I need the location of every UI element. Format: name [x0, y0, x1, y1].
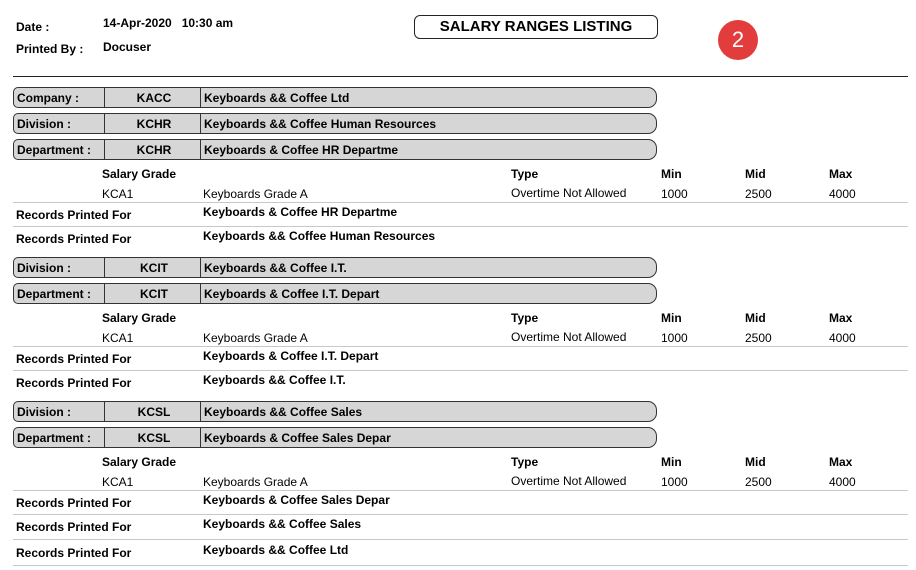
printed-by-label: Printed By :	[16, 42, 84, 56]
grade-type: Overtime Not Allowed	[511, 186, 627, 200]
bar-separator	[200, 140, 201, 159]
division-label: Division :	[17, 261, 72, 275]
department-label: Department :	[17, 143, 92, 157]
records-printed-row	[13, 349, 908, 367]
grade-max: 4000	[829, 187, 856, 201]
division-bar	[13, 113, 657, 134]
company-code: KACC	[136, 91, 172, 105]
bar-separator	[104, 402, 105, 421]
col-mid: Mid	[745, 455, 766, 469]
grade-min: 1000	[661, 475, 688, 489]
records-printed-row	[13, 373, 908, 391]
grade-mid: 2500	[745, 475, 772, 489]
col-salary-grade: Salary Grade	[102, 311, 177, 325]
col-mid: Mid	[745, 167, 766, 181]
division-code: KCHR	[136, 117, 172, 131]
bar-separator	[200, 258, 201, 277]
records-printed-label: Records Printed For	[16, 546, 132, 560]
bar-separator	[104, 284, 105, 303]
records-printed-row	[13, 205, 908, 223]
col-salary-grade: Salary Grade	[102, 167, 177, 181]
department-name: Keyboards & Coffee I.T. Depart	[204, 287, 380, 301]
col-mid: Mid	[745, 311, 766, 325]
col-type: Type	[511, 455, 539, 469]
records-printed-label: Records Printed For	[16, 496, 132, 510]
row-divider	[13, 565, 908, 566]
printed-by-value: Docuser	[103, 40, 152, 54]
bar-separator	[104, 258, 105, 277]
grade-type: Overtime Not Allowed	[511, 330, 627, 344]
division-label: Division :	[17, 117, 72, 131]
col-min: Min	[661, 455, 682, 469]
department-bar	[13, 283, 657, 304]
bar-separator	[104, 428, 105, 447]
bar-separator	[104, 140, 105, 159]
records-printed-label: Records Printed For	[16, 520, 132, 534]
row-divider	[13, 539, 908, 540]
department-label: Department :	[17, 431, 92, 445]
department-name: Keyboards & Coffee Sales Depar	[204, 431, 391, 445]
department-code: KCSL	[137, 431, 171, 445]
col-min: Min	[661, 311, 682, 325]
company-name: Keyboards && Coffee Ltd	[204, 91, 350, 105]
grade-max: 4000	[829, 331, 856, 345]
division-name: Keyboards && Coffee Sales	[204, 405, 363, 419]
header-divider	[13, 76, 908, 77]
table-row	[13, 473, 908, 491]
department-label: Department :	[17, 287, 92, 301]
records-printed-name: Keyboards && Coffee Ltd	[203, 543, 349, 557]
col-min: Min	[661, 167, 682, 181]
col-type: Type	[511, 167, 539, 181]
col-max: Max	[829, 455, 853, 469]
department-code: KCHR	[136, 143, 172, 157]
grade-mid: 2500	[745, 331, 772, 345]
row-divider	[13, 370, 908, 371]
records-printed-name: Keyboards && Coffee I.T.	[203, 373, 346, 387]
bar-separator	[104, 88, 105, 107]
division-bar	[13, 401, 657, 422]
bar-separator	[200, 284, 201, 303]
records-printed-name: Keyboards & Coffee Sales Depar	[203, 493, 390, 507]
records-printed-label: Records Printed For	[16, 376, 132, 390]
date-value: 14-Apr-2020 10:30 am	[103, 16, 234, 30]
records-printed-name: Keyboards & Coffee I.T. Depart	[203, 349, 379, 363]
department-code: KCIT	[140, 287, 168, 301]
department-bar	[13, 139, 657, 160]
division-label: Division :	[17, 405, 72, 419]
bar-separator	[200, 428, 201, 447]
division-code: KCIT	[140, 261, 168, 275]
bar-separator	[200, 114, 201, 133]
grade-min: 1000	[661, 331, 688, 345]
department-bar	[13, 427, 657, 448]
column-header-row	[13, 165, 908, 183]
division-bar	[13, 257, 657, 278]
column-header-row	[13, 309, 908, 327]
table-row	[13, 329, 908, 347]
records-printed-row	[13, 229, 908, 247]
grade-min: 1000	[661, 187, 688, 201]
report-title: SALARY RANGES LISTING	[414, 15, 658, 39]
table-row	[13, 185, 908, 203]
bar-separator	[200, 88, 201, 107]
grade-name: Keyboards Grade A	[203, 187, 308, 201]
records-printed-name: Keyboards && Coffee Sales	[203, 517, 362, 531]
records-printed-name: Keyboards & Coffee HR Departme	[203, 205, 398, 219]
bar-separator	[104, 114, 105, 133]
grade-mid: 2500	[745, 187, 772, 201]
grade-code: KCA1	[102, 475, 134, 489]
bar-separator	[200, 402, 201, 421]
grade-name: Keyboards Grade A	[203, 331, 308, 345]
records-printed-row	[13, 517, 908, 535]
division-code: KCSL	[137, 405, 171, 419]
grade-type: Overtime Not Allowed	[511, 474, 627, 488]
records-printed-name: Keyboards && Coffee Human Resources	[203, 229, 436, 243]
row-divider	[13, 490, 908, 491]
row-divider	[13, 514, 908, 515]
division-name: Keyboards && Coffee Human Resources	[204, 117, 437, 131]
grade-code: KCA1	[102, 187, 134, 201]
row-divider	[13, 346, 908, 347]
grade-max: 4000	[829, 475, 856, 489]
grade-code: KCA1	[102, 331, 134, 345]
page-number-badge: 2	[718, 20, 758, 60]
column-header-row	[13, 453, 908, 471]
col-salary-grade: Salary Grade	[102, 455, 177, 469]
grade-name: Keyboards Grade A	[203, 475, 308, 489]
division-name: Keyboards && Coffee I.T.	[204, 261, 347, 275]
records-printed-label: Records Printed For	[16, 352, 132, 366]
date-label: Date :	[16, 20, 50, 34]
col-max: Max	[829, 311, 853, 325]
col-type: Type	[511, 311, 539, 325]
row-divider	[13, 226, 908, 227]
records-printed-label: Records Printed For	[16, 208, 132, 222]
company-label: Company :	[17, 91, 80, 105]
records-printed-row	[13, 543, 908, 561]
col-max: Max	[829, 167, 853, 181]
department-name: Keyboards & Coffee HR Departme	[204, 143, 399, 157]
company-bar	[13, 87, 657, 108]
records-printed-row	[13, 493, 908, 511]
row-divider	[13, 202, 908, 203]
records-printed-label: Records Printed For	[16, 232, 132, 246]
